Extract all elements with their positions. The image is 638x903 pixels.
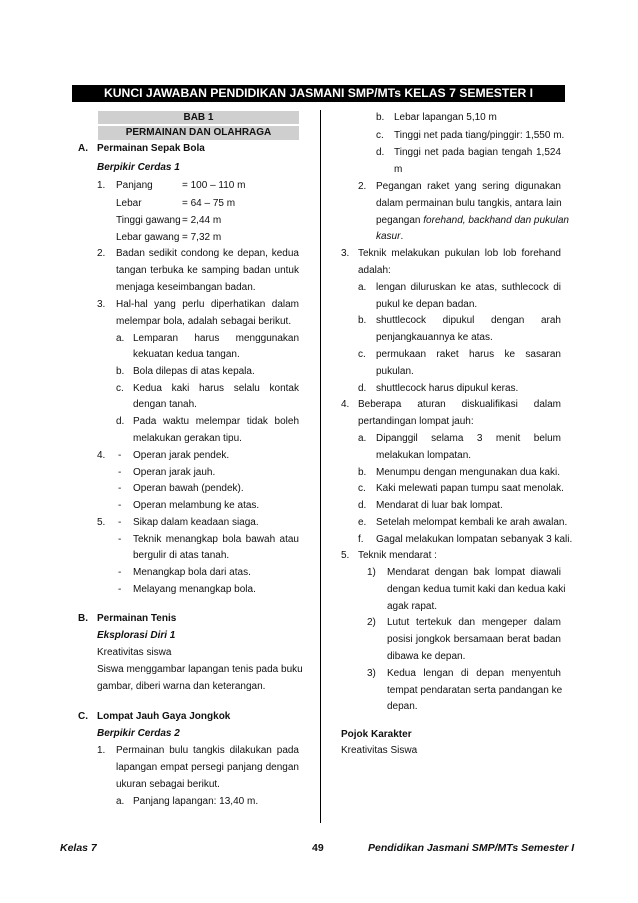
q1-label: Lebar (116, 198, 142, 209)
r-q4-item-marker: d. (358, 500, 367, 511)
r-q3-item-marker: d. (358, 383, 367, 394)
a-q3-item-marker: b. (116, 366, 125, 377)
r-q4-item-line: Menumpu dengan mengunakan dua kaki. (376, 467, 561, 478)
a-q5-item: bergulir di atas tanah. (133, 550, 230, 561)
r-q4-item-line: Gagal melakukan lompatan sebanyak 3 kali. (376, 534, 573, 545)
r-q4-item-marker: e. (358, 517, 367, 528)
a-q3-item-line: kekuatan kedua tangan. (133, 349, 240, 360)
header-title: KUNCI JAWABAN PENDIDIKAN JASMANI SMP/MTs KELAS 7 SEMESTER I (72, 85, 565, 102)
pojok-text: Kreativitas Siswa (341, 745, 418, 756)
section-b-marker: B. (78, 613, 88, 624)
a-q3-item-line: Kedua kaki harus selalu kontak (133, 383, 299, 394)
r-q5-item-line: agak rapat. (387, 601, 438, 612)
chapter-label: BAB 1 (98, 111, 299, 124)
a-q2-line: tangan terbuka ke samping badan untuk (116, 265, 299, 276)
c-q1-item-marker: a. (116, 796, 125, 807)
section-c-marker: C. (78, 711, 88, 722)
q1-label: Panjang (116, 180, 153, 191)
section-c-title: Lompat Jauh Gaya Jongkok (97, 711, 231, 722)
r-q4-item-line: Kaki melewati papan tumpu saat menolak. (376, 483, 564, 494)
r-q5-item-marker: 2) (367, 617, 376, 628)
r-q5-item-marker: 3) (367, 668, 376, 679)
footer-right: Pendidikan Jasmani SMP/MTs Semester I (368, 842, 575, 854)
chapter-title: PERMAINAN DAN OLAHRAGA (98, 126, 299, 140)
r-q5-item-line: dibawa ke depan. (387, 651, 466, 662)
dash: - (118, 584, 122, 595)
pojok-title: Pojok Karakter (341, 729, 412, 740)
column-divider (320, 110, 321, 823)
r-q4-line: pertandingan lompat jauh: (358, 416, 474, 427)
r-q5-item-line: depan. (387, 701, 418, 712)
r-q5-item-line: Mendarat dengan bak lompat diawali (387, 567, 561, 578)
r-q4-item-line: Dipanggil selama 3 menit belum (376, 433, 561, 444)
a-q3-item-line: Pada waktu melempar tidak boleh (133, 416, 299, 427)
a-q3-item-marker: d. (116, 416, 125, 427)
section-b-text: Kreativitas siswa (97, 647, 172, 658)
r-q3-item-line: lengan diluruskan ke atas, suthlecock di (376, 282, 561, 293)
r-q3-number: 3. (341, 248, 350, 259)
r-q3-item-line: penjangkauannya ke atas. (376, 332, 493, 343)
r-q4-item-line: Setelah melompat kembali ke arah awalan. (376, 517, 568, 528)
q1-value: = 2,44 m (182, 215, 222, 226)
dash: - (118, 517, 122, 528)
r-q3-line: Teknik melakukan pukulan lob lob forehand (358, 248, 561, 259)
a-q5-number: 5. (97, 517, 106, 528)
page-number: 49 (312, 842, 324, 854)
a-q4-item: Operan jarak pendek. (133, 450, 230, 461)
section-b-text: Siswa menggambar lapangan tenis pada buku (97, 664, 303, 675)
c-q1-number: 1. (97, 745, 106, 756)
q1-label: Lebar gawang (116, 232, 180, 243)
dash: - (118, 483, 122, 494)
r-q3-item-line: permukaan raket harus ke sasaran (376, 349, 561, 360)
a-q3-item-line: Lemparan harus menggunakan (133, 333, 299, 344)
r-q4-item-marker: b. (358, 467, 367, 478)
a-q4-item: Operan jarak jauh. (133, 467, 216, 478)
dash: - (118, 567, 122, 578)
section-c-subtitle: Berpikir Cerdas 2 (97, 728, 180, 739)
r-q4-item-line: melakukan lompatan. (376, 450, 472, 461)
a-q3-number: 3. (97, 299, 106, 310)
r-q3-item-marker: a. (358, 282, 367, 293)
a-q1-number: 1. (97, 180, 106, 191)
r-q3-item-line: pukul ke depan badan. (376, 299, 478, 310)
a-q2-number: 2. (97, 248, 106, 259)
a-q5-item: Sikap dalam keadaan siaga. (133, 517, 259, 528)
section-a-subtitle: Berpikir Cerdas 1 (97, 162, 180, 173)
dash: - (118, 467, 122, 478)
a-q5-item: Menangkap bola dari atas. (133, 567, 251, 578)
r-q5-item-line: tempat pendaratan serta pandangan ke (387, 685, 563, 696)
r-q4-item-marker: c. (358, 483, 366, 494)
cont-item-line: Tinggi net pada tiang/pinggir: 1,550 m. (394, 130, 565, 141)
r-q3-item-marker: b. (358, 315, 367, 326)
section-b-text: gambar, diberi warna dan keterangan. (97, 681, 266, 692)
r-q2-line: kasur. (376, 231, 404, 242)
c-q1-item-text: Panjang lapangan: 13,40 m. (133, 796, 259, 807)
r-q4-item-marker: f. (358, 534, 364, 545)
dash: - (118, 450, 122, 461)
cont-item-line: Tinggi net pada bagian tengah 1,524 (394, 147, 561, 158)
c-q1-line: ukuran sebagai berikut. (116, 779, 220, 790)
a-q3-line: Hal-hal yang perlu diperhatikan dalam (116, 299, 299, 310)
q1-value: = 64 – 75 m (182, 198, 236, 209)
a-q3-item-line: melakukan gerakan tipu. (133, 433, 242, 444)
q1-value: = 100 – 110 m (182, 180, 246, 191)
a-q2-line: menjaga keseimbangan badan. (116, 282, 256, 293)
a-q3-line: melempar bola, adalah sebagai berikut. (116, 316, 292, 327)
section-b-subtitle: Eksplorasi Diri 1 (97, 630, 176, 641)
r-q5-item-line: Lutut tertekuk dan mengeper dalam (387, 617, 561, 628)
section-b-title: Permainan Tenis (97, 613, 177, 624)
dash: - (118, 534, 122, 545)
a-q3-item-marker: c. (116, 383, 124, 394)
section-a-title: Permainan Sepak Bola (97, 143, 205, 154)
cont-item-line: m (394, 164, 403, 175)
r-q3-item-line: shuttlecock dipukul dengan arah (376, 315, 561, 326)
c-q1-line: Permainan bulu tangkis dilakukan pada (116, 745, 299, 756)
a-q3-item-marker: a. (116, 333, 125, 344)
r-q5-item-line: posisi jongkok bersamaan berat badan (387, 634, 561, 645)
r-q5-item-line: Kedua lengan di depan menyentuh (387, 668, 561, 679)
r-q4-item-marker: a. (358, 433, 367, 444)
dash: - (118, 500, 122, 511)
r-q5-lead: Teknik mendarat : (358, 550, 437, 561)
a-q2-line: Badan sedikit condong ke depan, kedua (116, 248, 299, 259)
r-q3-line: adalah: (358, 265, 391, 276)
cont-item-marker: c. (376, 130, 384, 141)
a-q5-item: Melayang menangkap bola. (133, 584, 256, 595)
q1-label: Tinggi gawang (116, 215, 181, 226)
r-q3-item-line: shuttlecock harus dipukul keras. (376, 383, 519, 394)
a-q4-item: Operan melambung ke atas. (133, 500, 260, 511)
r-q2-line: pegangan forehand, backhand dan pukulan (376, 215, 569, 226)
r-q3-item-line: pukulan. (376, 366, 414, 377)
a-q4-number: 4. (97, 450, 106, 461)
r-q5-item-marker: 1) (367, 567, 376, 578)
cont-item-marker: d. (376, 147, 385, 158)
r-q4-line: Beberapa aturan diskualifikasi dalam (358, 399, 561, 410)
a-q3-item-line: dengan tanah. (133, 399, 197, 410)
r-q3-item-marker: c. (358, 349, 366, 360)
cont-item-marker: b. (376, 112, 385, 123)
r-q2-line: Pegangan raket yang sering digunakan (376, 181, 561, 192)
c-q1-line: lapangan empat persegi panjang dengan (116, 762, 299, 773)
a-q4-item: Operan bawah (pendek). (133, 483, 244, 494)
footer-left: Kelas 7 (60, 842, 97, 854)
r-q4-number: 4. (341, 399, 350, 410)
r-q5-number: 5. (341, 550, 350, 561)
section-a-marker: A. (78, 143, 88, 154)
r-q4-item-line: Mendarat di luar bak lompat. (376, 500, 503, 511)
cont-item-line: Lebar lapangan 5,10 m (394, 112, 497, 123)
r-q2-number: 2. (358, 181, 367, 192)
r-q5-item-line: dengan kedua tumit kaki dan kedua kaki (387, 584, 566, 595)
a-q5-item: Teknik menangkap bola bawah atau (133, 534, 299, 545)
r-q2-line: dalam permainan bulu tangkis, antara lain (376, 198, 562, 209)
a-q3-item-line: Bola dilepas di atas kepala. (133, 366, 255, 377)
q1-value: = 7,32 m (182, 232, 222, 243)
